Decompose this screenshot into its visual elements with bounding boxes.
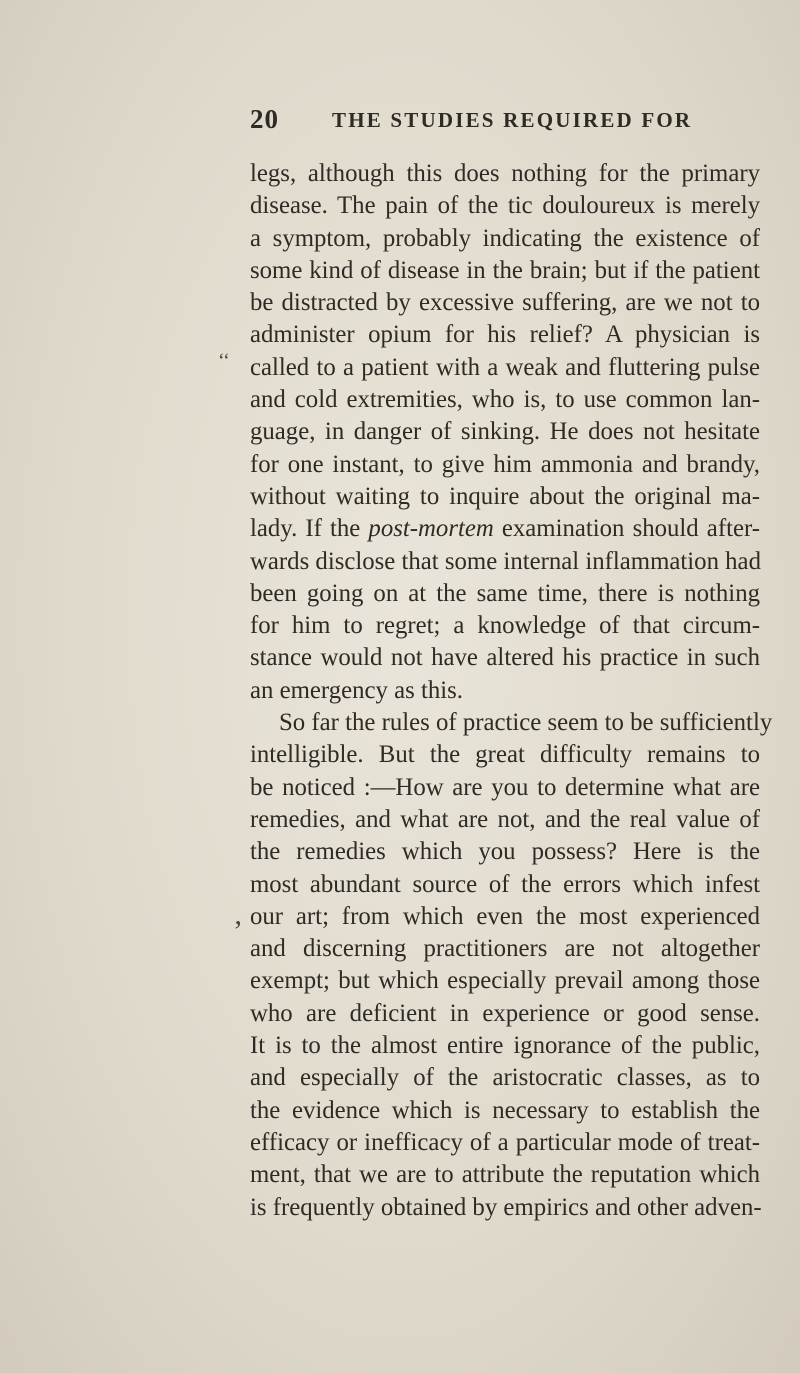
text-line <box>250 513 760 545</box>
text-line: and especially of the aristocratic classes, as to <box>250 1064 760 1092</box>
text-line: and discerning practitioners are not altogether <box>250 935 760 963</box>
text-line: the remedies which you possess? Here is the <box>250 838 760 866</box>
text-line: an emergency as this. <box>250 676 464 704</box>
text-line: who are deficient in experience or good sense. <box>250 999 760 1027</box>
text-line: a symptom, probably indicating the existence of <box>250 224 760 252</box>
text-line: remedies, and what are not, and the real value of <box>250 805 760 833</box>
page-number: 20 <box>250 104 279 134</box>
text-line: our art; from which even the most experienced <box>250 902 760 930</box>
running-head: THE STUDIES REQUIRED FOR <box>332 108 693 132</box>
text-line: disease. The pain of the tic douloureux is merely <box>250 192 760 220</box>
text-line: be noticed :—How are you to determine what are <box>250 773 760 801</box>
text-line: for him to regret; a knowledge of that circum- <box>250 612 760 640</box>
text-line: intelligible. But the great difficulty remains to <box>250 741 760 769</box>
text-line: So far the rules of practice seem to be sufficiently <box>279 709 773 737</box>
text-line: wards disclose that some internal inflammation had <box>250 547 761 575</box>
text-line: called to a patient with a weak and fluttering pulse <box>250 353 760 381</box>
text-line: It is to the almost entire ignorance of the public, <box>250 1032 760 1060</box>
text-line: be distracted by excessive suffering, are we not to <box>250 289 760 317</box>
text-line: without waiting to inquire about the original ma- <box>250 482 760 510</box>
text-line: most abundant source of the errors which infest <box>250 870 760 898</box>
text-line: is frequently obtained by empirics and other adven- <box>250 1193 762 1221</box>
text-line: some kind of disease in the brain; but if the patient <box>250 256 760 284</box>
text-line: and cold extremities, who is, to use common lan- <box>250 386 760 414</box>
text-line: for one instant, to give him ammonia and brandy, <box>250 450 760 478</box>
page-header <box>0 104 800 144</box>
text-segment: lady. If the <box>250 515 361 543</box>
margin-mark: ‘‘ <box>218 350 230 372</box>
text-line: exempt; but which especially prevail among those <box>250 967 760 995</box>
margin-mark: ‚ <box>233 898 243 931</box>
body-text <box>250 158 773 1224</box>
text-line: the evidence which is necessary to establish the <box>250 1096 760 1124</box>
text-segment: examination should after- <box>501 515 760 543</box>
text-line: efficacy or inefficacy of a particular mode of treat- <box>250 1128 760 1156</box>
text-line: stance would not have altered his practice in such <box>250 644 760 672</box>
italic-term: post-mortem <box>368 515 494 543</box>
text-line: been going on at the same time, there is nothing <box>250 579 760 607</box>
text-line: administer opium for his relief? A physician is <box>250 321 760 349</box>
text-line: guage, in danger of sinking. He does not hesitate <box>250 418 760 446</box>
text-line: legs, although this does nothing for the primary <box>250 160 760 187</box>
text-line: ment, that we are to attribute the reputation which <box>250 1161 760 1189</box>
